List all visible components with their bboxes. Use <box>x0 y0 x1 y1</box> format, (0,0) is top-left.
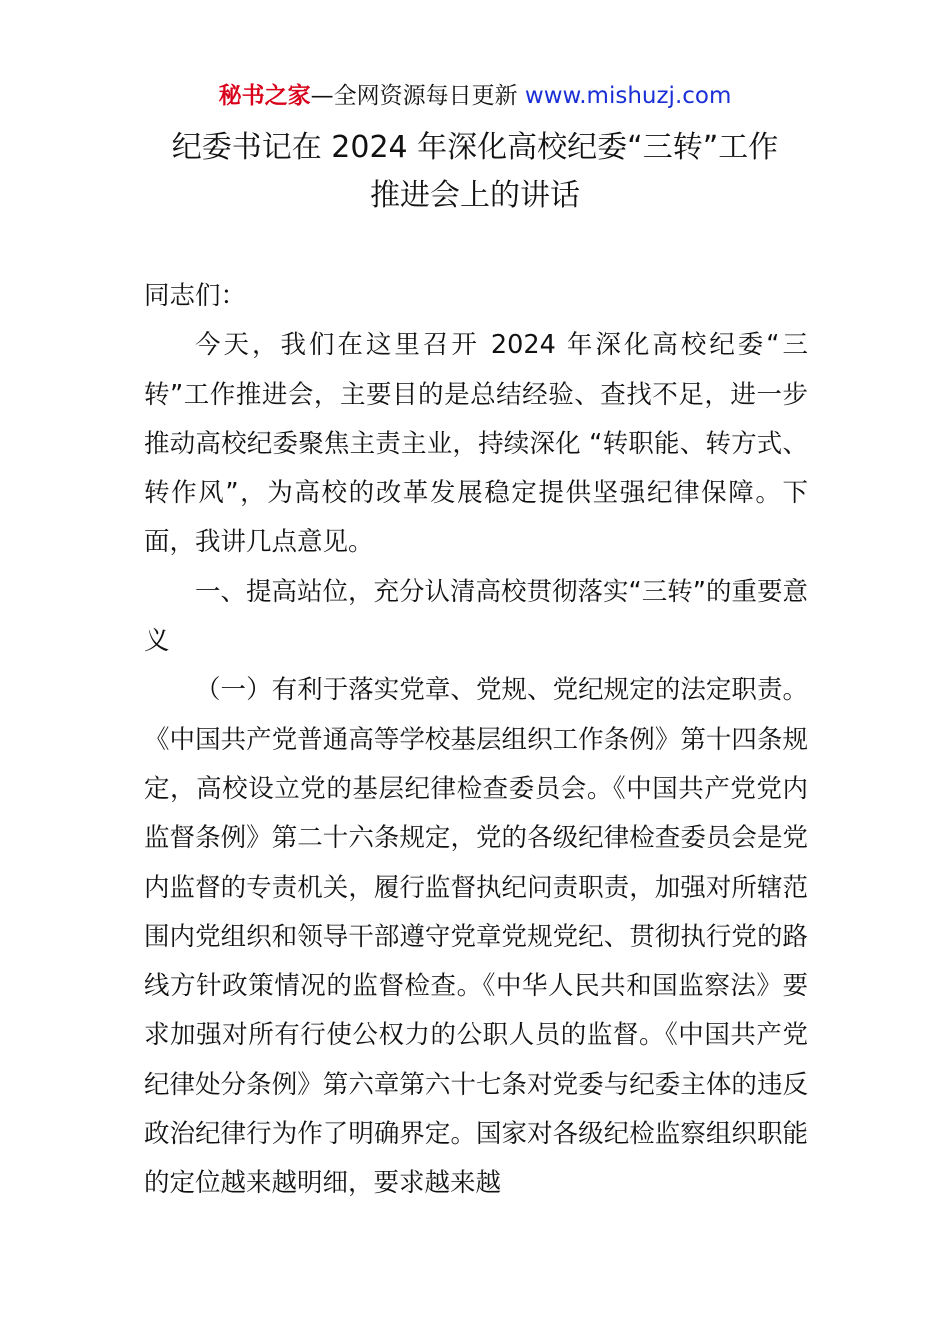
document-title <box>60 124 890 220</box>
paragraph-subsection-1: （一）有利于落实党章、党规、党纪规定的法定职责。《中国共产党普通高等学校基层组织工作条例》第十四条规定，高校设立党的基层纪律检查委员会。《中国共产党党内监督条例》第二十六条规定，党的各级纪律检查委员会是党内监督的专责机关，履行监督执纪问责职责，加强对所辖范围内党组织和领导干部遵守党章党规党纪、贯彻执行党的路线方针政策情况的监督检查。《中华人民共和国监察法》要求加强对所有行使公权力的公职人员的监督。《中国共产党纪律处分条例》第六章第六十七条对党委与纪委主体的违反政治纪律行为作了明确界定。国家对各级纪检监察组织职能的定位越来越明细，要求越来越 <box>144 675 808 1199</box>
site-url-link[interactable]: www.mishuzj.com <box>524 83 732 109</box>
section-heading-1: 一、提高站位，充分认清高校贯彻落实“三转”的重要意义 <box>144 576 808 657</box>
title-line-1: 纪委书记在 2024 年深化高校纪委“三转”工作 <box>171 130 779 165</box>
brand-name: 秘书之家 <box>218 83 311 109</box>
salutation: 同志们： <box>144 281 247 311</box>
site-header <box>0 78 950 114</box>
paragraph-intro: 今天，我们在这里召开 2024 年深化高校纪委“三转”工作推进会，主要目的是总结经验、查找不足，进一步推动高校纪委聚焦主责主业，持续深化 “转职能、转方式、转作风”，为高校的改革发展稳定提供坚强纪律保障。下面，我讲几点意见。 <box>144 330 808 558</box>
header-tagline: —全网资源每日更新 <box>310 83 525 109</box>
title-line-2: 推进会上的讲话 <box>370 178 580 213</box>
document-body <box>144 272 808 1209</box>
